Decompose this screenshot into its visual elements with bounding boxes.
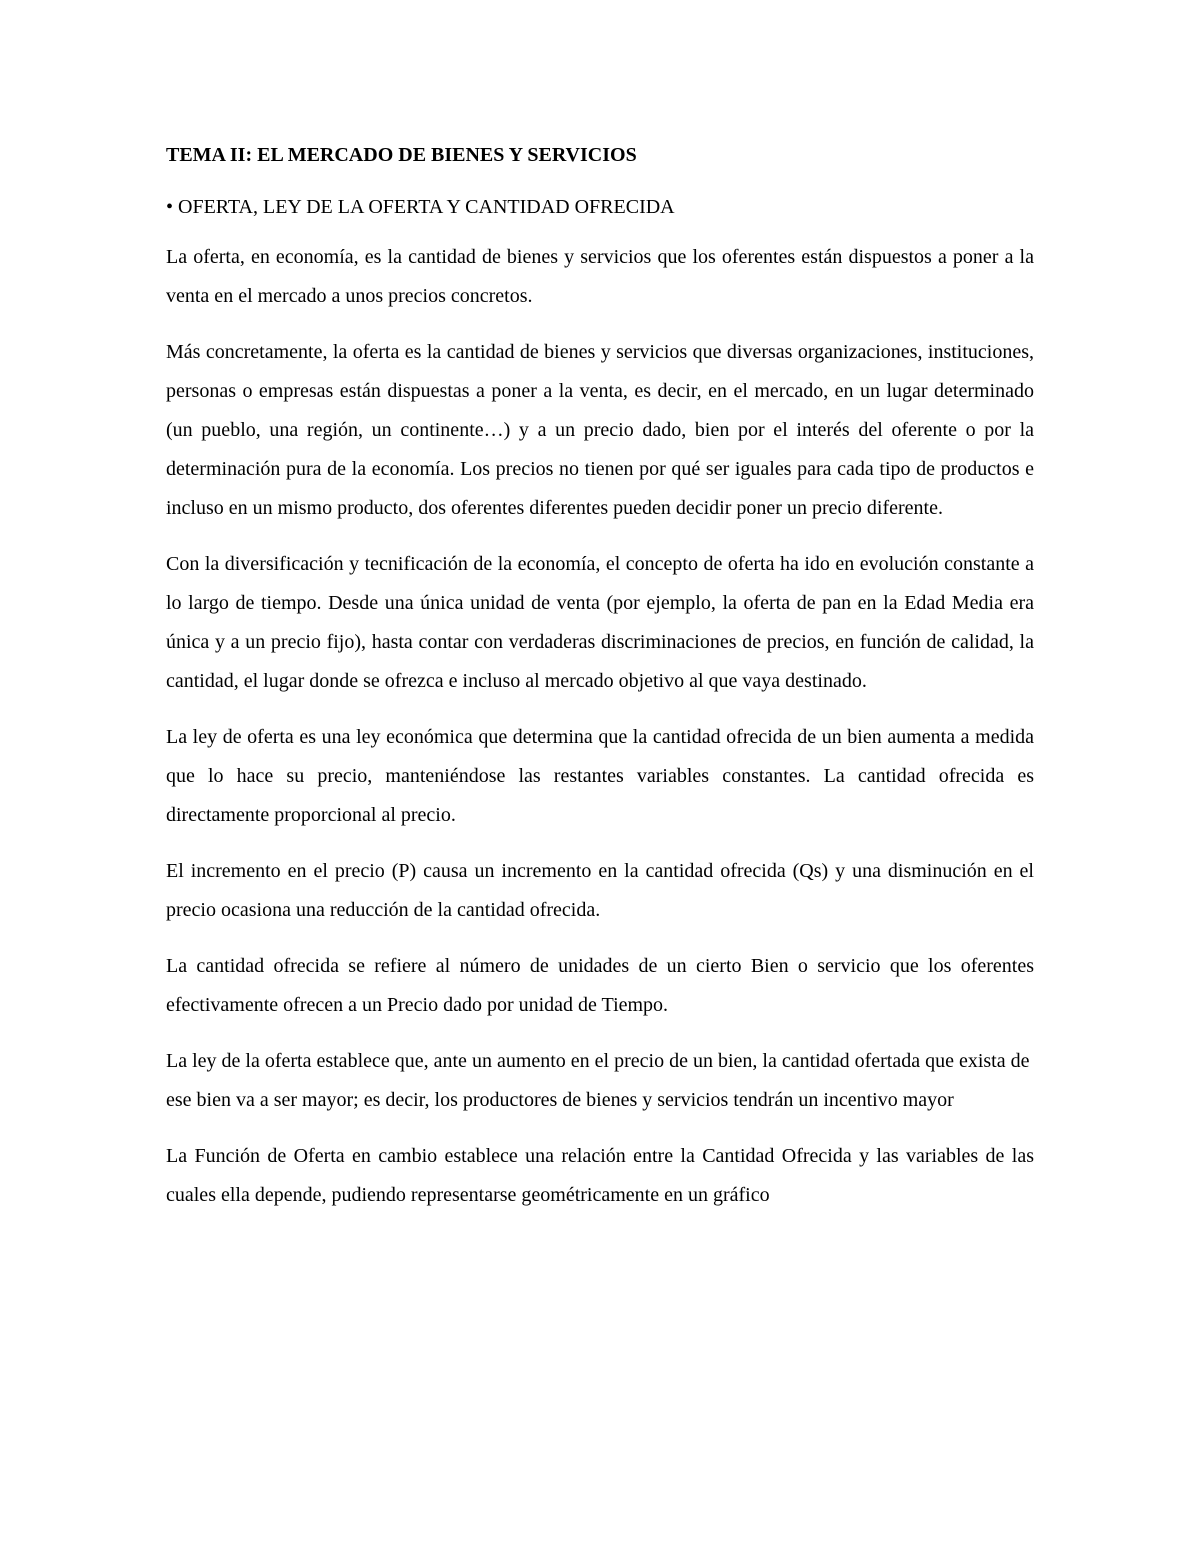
- document-title: TEMA II: EL MERCADO DE BIENES Y SERVICIOS: [166, 144, 637, 166]
- paragraph-incentive: La ley de la oferta establece que, ante un aumento en el precio de un bien, la cantidad ofertada que exista de ese bien va a ser mayor; es decir, los productores de bienes y servicios tendrán un incentivo mayor: [166, 1050, 1030, 1111]
- paragraph-diversification: Con la diversificación y tecnificación de la economía, el concepto de oferta ha ido en evolución constante a lo largo de tiempo. Desde una única unidad de venta (por ejemplo, la oferta de pan en la Edad Media era única y a un precio fijo), hasta contar con verdaderas discriminaciones de precios, en función de calidad, la cantidad, el lugar donde se ofrezca e incluso al mercado objetivo al que vaya destinado.: [166, 553, 1034, 692]
- paragraph-concrete: Más concretamente, la oferta es la cantidad de bienes y servicios que diversas organizaciones, instituciones, personas o empresas están dispuestas a poner a la venta, es decir, en el mercado, en un lugar determinado (un pueblo, una región, un continente…) y a un precio dado, bien por el interés del oferente o por la determinación pura de la economía. Los precios no tienen por qué ser iguales para cada tipo de productos e incluso en un mismo producto, dos oferentes diferentes pueden decidir poner un precio diferente.: [166, 341, 1034, 519]
- document-body: [166, 140, 1034, 1232]
- paragraph-quantity-supplied: La cantidad ofrecida se refiere al número de unidades de un cierto Bien o servicio que los oferentes efectivamente ofrecen a un Precio dado por unidad de Tiempo.: [166, 955, 1034, 1016]
- section-heading: • OFERTA, LEY DE LA OFERTA Y CANTIDAD OFRECIDA: [166, 196, 675, 218]
- paragraph-supply-law: La ley de oferta es una ley económica que determina que la cantidad ofrecida de un bien aumenta a medida que lo hace su precio, manteniéndose las restantes variables constantes. La cantidad ofrecida es directamente proporcional al precio.: [166, 726, 1034, 826]
- paragraph-supply-function: La Función de Oferta en cambio establece una relación entre la Cantidad Ofrecida y las variables de las cuales ella depende, pudiendo representarse geométricamente en un gráfico: [166, 1145, 1034, 1206]
- paragraph-price-increase: El incremento en el precio (P) causa un incremento en la cantidad ofrecida (Qs) y una disminución en el precio ocasiona una reducción de la cantidad ofrecida.: [166, 860, 1034, 921]
- paragraph-definition: La oferta, en economía, es la cantidad de bienes y servicios que los oferentes están dispuestos a poner a la venta en el mercado a unos precios concretos.: [166, 246, 1034, 307]
